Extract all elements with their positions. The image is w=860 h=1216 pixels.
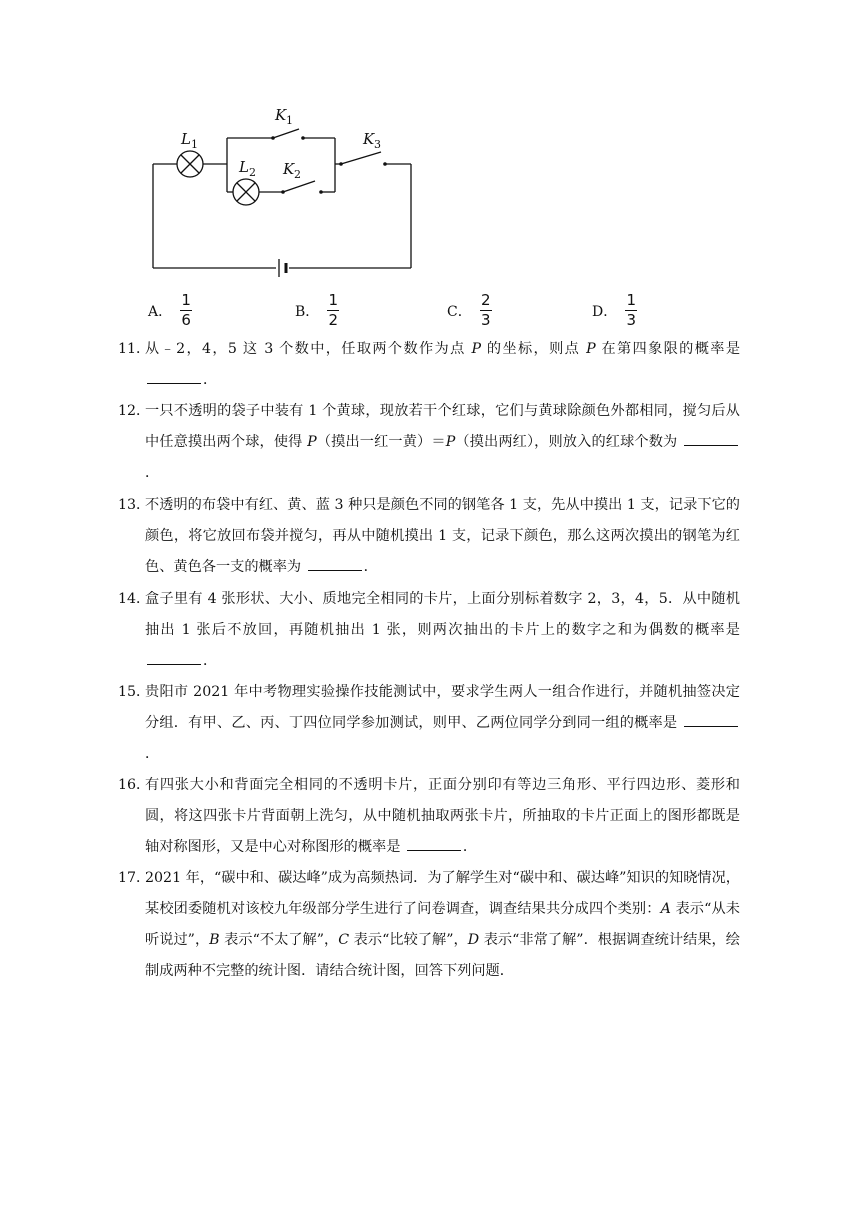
question-text: 不透明的布袋中有红、黄、蓝 3 种只是颜色不同的钢笔各 1 支，先从中摸出 1 支，记录下它的颜色，将它放回布袋并搅匀，再从中随机摸出 1 支，记录下颜色，那么这两次摸出的钢笔为红色、黄色各一支的概率为 ． — [145, 497, 740, 575]
svg-text:1: 1 — [286, 114, 293, 127]
switch-k2-blade — [283, 181, 315, 192]
label-k3: K — [363, 130, 375, 148]
label-k1: K — [275, 106, 287, 124]
question-text: 一只不透明的袋子中装有 1 个黄球，现放若干个红球，它们与黄球除颜色外都相同，搅匀后从中任意摸出两个球，使得 P（摸出一红一黄）＝P（摸出两红），则放入的红球个数为 ． — [145, 403, 740, 481]
label-l2: L — [239, 158, 249, 176]
question-17: 17． 2021 年，“碳中和、碳达峰”成为高频热词．为了解学生对“碳中和、碳达峰”知识的知晓情况，某校团委随机对该校九年级部分学生进行了问卷调查，调查结果共分成四个类别：A 表示“从未听说过”，B 表示“不太了解”，C 表示“比较了解”，D 表示“非常了解”．根据调查统计结果，绘制成两种不完整的统计图．请结合统计图，回答下列问题． — [118, 863, 740, 987]
question-16: 16． 有四张大小和背面完全相同的不透明卡片，正面分别印有等边三角形、平行四边形、菱形和圆，将这四张卡片背面朝上洗匀，从中随机抽取两张卡片，所抽取的卡片正面上的图形都既是轴对称图形，又是中心对称图形的概率是 ． — [118, 770, 740, 863]
choice-c[interactable]: C． $\frac{2}{3}$ — [447, 291, 491, 329]
fraction: $\frac{1}{6}$ — [181, 291, 191, 329]
label-l1: L — [181, 130, 191, 148]
answer-blank[interactable] — [684, 431, 738, 446]
label-k2: K — [283, 160, 295, 178]
question-text: 盒子里有 4 张形状、大小、质地完全相同的卡片，上面分别标着数字 2，3，4，5．从中随机抽出 1 张后不放回，再随机抽出 1 张，则两次抽出的卡片上的数字之和为偶数的概率是 ． — [145, 591, 740, 669]
answer-blank[interactable] — [684, 712, 738, 727]
svg-text:1: 1 — [191, 138, 198, 151]
choice-b[interactable]: B． $\frac{1}{2}$ — [295, 291, 339, 329]
question-12: 12． 一只不透明的袋子中装有 1 个黄球，现放若干个红球，它们与黄球除颜色外都相同，搅匀后从中任意摸出两个球，使得 P（摸出一红一黄）＝P（摸出两红），则放入的红球个数为 ． — [118, 396, 740, 489]
svg-text:2: 2 — [249, 166, 256, 179]
answer-blank[interactable] — [407, 836, 461, 851]
fraction: $\frac{1}{3}$ — [626, 291, 636, 329]
question-text: 有四张大小和背面完全相同的不透明卡片，正面分别印有等边三角形、平行四边形、菱形和圆，将这四张卡片背面朝上洗匀，从中随机抽取两张卡片，所抽取的卡片正面上的图形都既是轴对称图形，又是中心对称图形的概率是 ． — [145, 777, 740, 855]
switch-k3-blade — [341, 152, 381, 164]
svg-text:2: 2 — [294, 168, 301, 181]
question-13: 13． 不透明的布袋中有红、黄、蓝 3 种只是颜色不同的钢笔各 1 支，先从中摸出 1 支，记录下它的颜色，将它放回布袋并搅匀，再从中随机摸出 1 支，记录下颜色，那么这两次摸出的钢笔为红色、黄色各一支的概率为 ． — [118, 490, 740, 583]
lamp-l1-icon — [177, 151, 203, 177]
lamp-l2-icon — [233, 179, 259, 205]
answer-choices — [0, 292, 860, 334]
choice-d[interactable]: D． $\frac{1}{3}$ — [592, 291, 636, 329]
question-11: 11． 从﹣2，4，5 这 3 个数中，任取两个数作为点 P 的坐标，则点 P 在第四象限的概率是 ． — [118, 334, 740, 396]
circuit-diagram — [145, 100, 425, 280]
choice-a[interactable]: A． $\frac{1}{6}$ — [148, 291, 191, 329]
answer-blank[interactable] — [147, 650, 201, 665]
answer-blank[interactable] — [308, 556, 362, 571]
question-text: 从﹣2，4，5 这 3 个数中，任取两个数作为点 P 的坐标，则点 P 在第四象限的概率是 ． — [145, 341, 741, 388]
fraction: $\frac{2}{3}$ — [480, 291, 491, 329]
switch-k1-blade — [273, 129, 299, 138]
svg-text:3: 3 — [374, 138, 381, 151]
question-text: 贵阳市 2021 年中考物理实验操作技能测试中，要求学生两人一组合作进行，并随机抽签决定分组．有甲、乙、丙、丁四位同学参加测试，则甲、乙两位同学分到同一组的概率是 ． — [145, 684, 740, 762]
battery-icon — [279, 259, 286, 277]
question-14: 14． 盒子里有 4 张形状、大小、质地完全相同的卡片，上面分别标着数字 2，3，4，5．从中随机抽出 1 张后不放回，再随机抽出 1 张，则两次抽出的卡片上的数字之和为偶数的概率是 ． — [118, 584, 740, 677]
answer-blank[interactable] — [147, 369, 201, 384]
question-text: 2021 年，“碳中和、碳达峰”成为高频热词．为了解学生对“碳中和、碳达峰”知识的知晓情况，某校团委随机对该校九年级部分学生进行了问卷调查，调查结果共分成四个类别：A 表示“从未听说过”，B 表示“不太了解”，C 表示“比较了解”，D 表示“非常了解”．根据调查统计结果，绘制成两种不完整的统计图．请结合统计图，回答下列问题． — [145, 870, 740, 979]
fraction: $\frac{1}{2}$ — [328, 291, 339, 329]
question-15: 15． 贵阳市 2021 年中考物理实验操作技能测试中，要求学生两人一组合作进行，并随机抽签决定分组．有甲、乙、丙、丁四位同学参加测试，则甲、乙两位同学分到同一组的概率是 ． — [118, 677, 740, 770]
